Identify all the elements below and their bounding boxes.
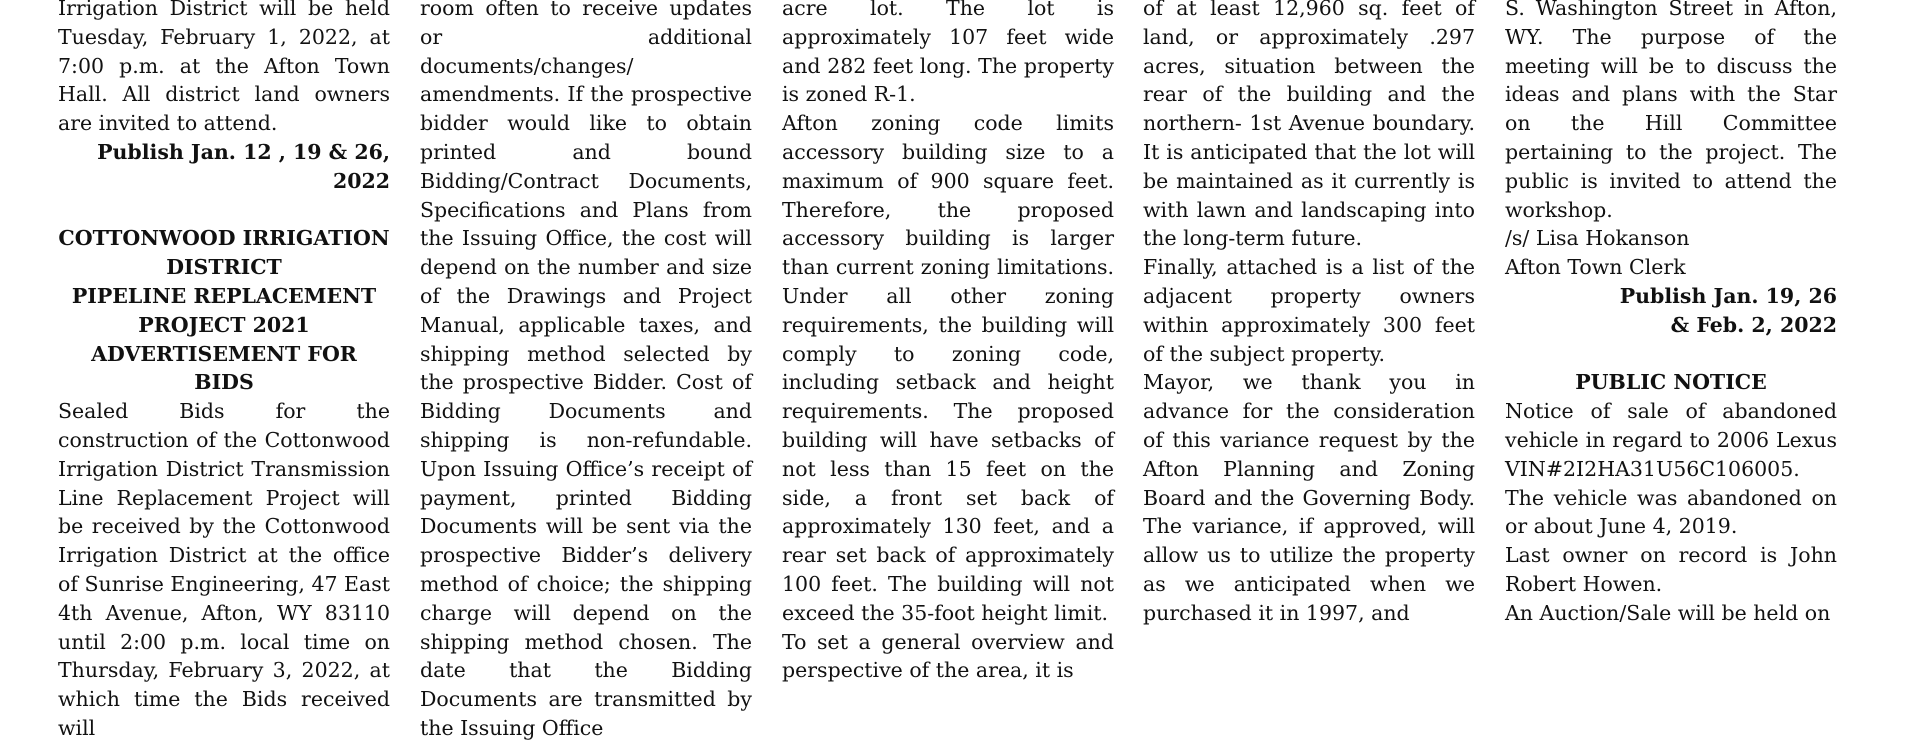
- notice-paragraph: Afton zoning code limits accessory building size to a maximum of 900 square feet. Therefore, the proposed accessory building is larger than current zoning limitations. Under all other zoning requirements, the building will comply to zoning code, including setback and height requirements. The proposed building will have setbacks of not less than 15 feet on the side, a front set back of approximately 130 feet, and a rear set back of approximately 100 feet. The building will not exceed the 35-foot height limit.: [782, 111, 1114, 625]
- notice-heading: ADVERTISEMENT FOR BIDS: [91, 341, 357, 395]
- notice-heading: PUBLIC NOTICE: [1575, 370, 1767, 395]
- column-1: [58, 0, 390, 743]
- publish-dates: Publish Jan. 12 , 19 & 26, 2022: [97, 139, 390, 193]
- notice-paragraph: Finally, attached is a list of the adjacent property owners within approximately 300 feet of the subject property.: [1143, 255, 1475, 366]
- notice-paragraph: acre lot. The lot is approximately 107 feet wide and 282 feet long. The property is zoned R-1.: [782, 0, 1114, 107]
- spacer: [1505, 340, 1837, 369]
- spacer: [58, 196, 390, 225]
- notice-paragraph: Sealed Bids for the construction of the Cottonwood Irrigation District Transmission Line Replacement Project will be received by the Cottonwood Irrigation District at the office of Sunrise Engineering, 47 East 4th Avenue, Afton, WY 83110 until 2:00 p.m. local time on Thursday, February 3, 2022, at which time the Bids received will: [58, 399, 390, 740]
- publish-dates: & Feb. 2, 2022: [1670, 312, 1837, 337]
- notice-paragraph: room often to receive updates or additional documents/changes/ amendments. If the prospective bidder would like to obtain printed and bound Bidding/Contract Documents, Specifications and Plans from the Issuing Office, the cost will depend on the number and size of the Drawings and Project Manual, applicable taxes, and shipping method selected by the prospective Bidder. Cost of Bidding Documents and shipping is non-refundable. Upon Issuing Office’s receipt of payment, printed Bidding Documents will be sent via the prospective Bidder’s delivery method of choice; the shipping charge will depend on the shipping method chosen. The date that the Bidding Documents are transmitted by the Issuing Office: [420, 0, 752, 740]
- column-5: [1505, 0, 1837, 628]
- notice-heading: PIPELINE REPLACEMENT PROJECT 2021: [71, 283, 377, 337]
- notice-paragraph: S. Washington Street in Afton, WY. The purpose of the meeting will be to discuss the ideas and plans with the Star on the Hill Committee pertaining to the project. The public is invited to attend the workshop.: [1505, 0, 1837, 222]
- notice-paragraph: An Auction/Sale will be held on: [1505, 600, 1831, 625]
- column-3: [782, 0, 1114, 685]
- notice-paragraph: The vehicle was abandoned on or about June 4, 2019.: [1505, 485, 1837, 539]
- notice-paragraph: Last owner on record is John Robert Howen.: [1505, 543, 1837, 596]
- notice-paragraph: Irrigation District will be held Tuesday, February 1, 2022, at 7:00 p.m. at the Afton Town Hall. All district land owners are invited to attend.: [58, 0, 390, 136]
- notice-paragraph: Mayor, we thank you in advance for the consideration of this variance request by the Afton Planning and Zoning Board and the Governing Body. The variance, if approved, will allow us to utilize the property as we anticipated when we purchased it in 1997, and: [1143, 370, 1475, 625]
- notice-paragraph: of at least 12,960 sq. feet of land, or approximately .297 acres, situation between the rear of the building and the northern- 1st Avenue boundary. It is anticipated that the lot will be maintained as it currently is with lawn and landscaping into the long-term future.: [1143, 0, 1475, 251]
- notice-paragraph: To set a general overview and perspective of the area, it is: [782, 629, 1114, 683]
- signature-line: Afton Town Clerk: [1505, 255, 1686, 280]
- publish-dates: Publish Jan. 19, 26: [1619, 283, 1837, 308]
- signature-line: /s/ Lisa Hokanson: [1505, 226, 1690, 251]
- notice-heading: COTTONWOOD IRRIGATION DISTRICT: [58, 226, 390, 280]
- column-4: [1143, 0, 1475, 628]
- notice-paragraph: Notice of sale of abandoned vehicle in regard to 2006 Lexus VIN#2I2HA31U56C106005.: [1505, 399, 1837, 481]
- column-2: [420, 0, 752, 743]
